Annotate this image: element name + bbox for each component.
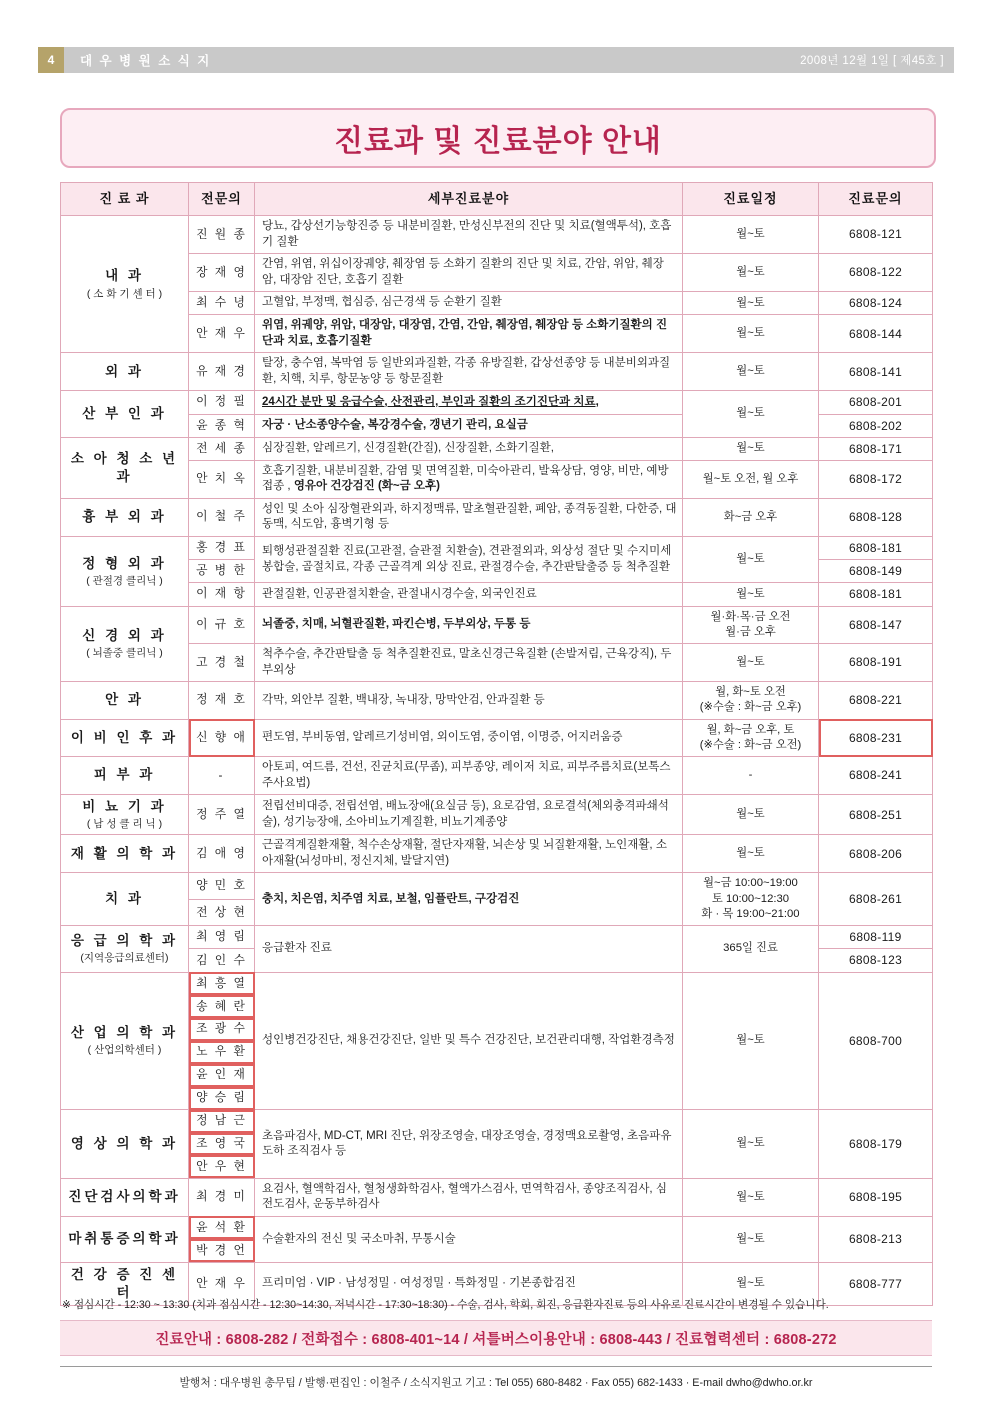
dept-name: 재 활 의 학 과: [61, 835, 189, 873]
table-row: [61, 757, 933, 795]
schedule: 월~토: [683, 835, 819, 873]
doctor-name: 송 혜 란: [189, 995, 255, 1018]
newsletter-title: 대 우 병 원 소 식 지: [80, 54, 212, 68]
telephone: 6808-195: [819, 1178, 933, 1216]
table-row: [61, 873, 933, 899]
detail-field: 자궁 · 난소종양수술, 복강경수술, 갱년기 관리, 요실금: [255, 414, 683, 437]
detail-field: 당뇨, 갑상선기능항진증 등 내분비질환, 만성신부전의 진단 및 치료(혈액투석), 호흡기 질환: [255, 216, 683, 254]
schedule: 월~토: [683, 583, 819, 606]
doctor-name: 양 승 림: [189, 1087, 255, 1110]
telephone: 6808-147: [819, 606, 933, 644]
schedule: 화~금 오후: [683, 498, 819, 536]
dept-subtitle: ( 뇌졸중 클리닉 ): [86, 647, 163, 660]
issue-date: 2008년 12월 1일 [ 제45호 ]: [800, 55, 944, 67]
dept-name: 정 형 외 과 ( 관절경 클리닉 ): [61, 536, 189, 606]
dept-name: 산 부 인 과: [61, 391, 189, 437]
table-row: [61, 583, 933, 606]
doctor-name: 노 우 환: [189, 1041, 255, 1064]
telephone: 6808-144: [819, 315, 933, 353]
detail-field: 초음파검사, MD-CT, MRI 진단, 위장조영술, 대장조영술, 경정맥요로촬영, 초음파유도하 조직검사 등: [255, 1110, 683, 1179]
dept-name: 마취통증의학과: [61, 1216, 189, 1262]
table-row: [61, 353, 933, 391]
schedule: 월~토: [683, 1216, 819, 1262]
telephone: 6808-124: [819, 292, 933, 315]
doctor-name: 정 남 근: [189, 1110, 255, 1133]
dept-subtitle: ( 소 화 기 센 터 ): [86, 287, 163, 300]
telephone: 6808-201: [819, 391, 933, 414]
doctor-name: 조 광 수: [189, 1018, 255, 1041]
doctor-name: 신 향 애: [189, 719, 255, 757]
telephone: 6808-121: [819, 216, 933, 254]
schedule: 월, 화~금 오후, 토 (※수술 : 화~금 오전): [683, 719, 819, 757]
detail-field: 아토피, 여드름, 건선, 진균치료(무좀), 피부종양, 레이저 치료, 피부주름치료(보톡스 주사요법): [255, 757, 683, 795]
telephone: 6808-213: [819, 1216, 933, 1262]
table-row: [61, 254, 933, 292]
telephone: 6808-206: [819, 835, 933, 873]
doctor-name: 안 우 현: [189, 1155, 255, 1178]
dept-name: 비 뇨 기 과 ( 남 성 클 리 닉 ): [61, 795, 189, 835]
table-row: [61, 498, 933, 536]
doctor-name: 이 철 주: [189, 498, 255, 536]
schedule: 월~금 10:00~19:00 토 10:00~12:30 화 · 목 19:00~21:00: [683, 873, 819, 926]
schedule: 월~토: [683, 536, 819, 582]
doctor-name: 정 재 호: [189, 682, 255, 720]
schedule: 월, 화~토 오전 (※수술 : 화~금 오후): [683, 682, 819, 720]
table-body: [61, 216, 933, 1306]
table-row: [61, 644, 933, 682]
table-row: [61, 835, 933, 873]
detail-field: 척추수술, 추간판탈출 등 척추질환진료, 말초신경근육질환 (손발저림, 근육강직), 두부외상: [255, 644, 683, 682]
table-row: [61, 795, 933, 835]
schedule: 월~토: [683, 1262, 819, 1305]
table-row: [61, 1178, 933, 1216]
detail-field: 프리미엄 · VIP · 남성정밀 · 여성정밀 · 특화정밀 · 기본종합검진: [255, 1262, 683, 1305]
doctor-name: 이 재 항: [189, 583, 255, 606]
dept-name: 응 급 의 학 과 (지역응급의료센터): [61, 926, 189, 972]
table-row: [61, 1216, 933, 1239]
schedule: 월~토: [683, 644, 819, 682]
doctor-name: 유 재 경: [189, 353, 255, 391]
col-tel: 진료문의: [819, 183, 933, 216]
col-field: 세부진료분야: [255, 183, 683, 216]
dept-name: 영 상 의 학 과: [61, 1110, 189, 1179]
table-row: [61, 926, 933, 949]
table-row: [61, 536, 933, 559]
dept-name: 안 과: [61, 682, 189, 720]
doctor-name: -: [189, 757, 255, 795]
detail-field: 뇌졸중, 치매, 뇌혈관질환, 파킨슨병, 두부외상, 두통 등: [255, 606, 683, 644]
col-dept: 진 료 과: [61, 183, 189, 216]
schedule: 월~토: [683, 315, 819, 353]
table-row: [61, 606, 933, 644]
page-header-bar: [38, 47, 954, 73]
schedule: 월·화·목·금 오전 월·금 오후: [683, 606, 819, 644]
dept-subtitle: ( 관절경 클리닉 ): [86, 574, 163, 587]
contact-bar: 진료안내 : 6808-282 / 전화접수 : 6808-401~14 / 셔틀버스이용안내 : 6808-443 / 진료협력센터 : 6808-272: [60, 1320, 932, 1356]
telephone: 6808-171: [819, 437, 933, 460]
dept-name: 소 아 청 소 년 과: [61, 437, 189, 498]
doctor-name: 양 민 호: [189, 873, 255, 899]
table-row: [61, 437, 933, 460]
publisher-info: 발행처 : 대우병원 총무팀 / 발행·편집인 : 이철주 / 소식지원고 기고 : Tel 055) 680-8482 · Fax 055) 682-1433 · E-mail dwho@dwho.or.kr: [60, 1366, 932, 1390]
detail-field: 위염, 위궤양, 위암, 대장암, 대장염, 간염, 간암, 췌장염, 췌장암 등 소화기질환의 진단과 치료, 호흡기질환: [255, 315, 683, 353]
telephone: 6808-181: [819, 583, 933, 606]
doctor-name: 진 원 종: [189, 216, 255, 254]
table-header-row: [61, 183, 933, 216]
telephone: 6808-181: [819, 536, 933, 559]
telephone: 6808-777: [819, 1262, 933, 1305]
detail-field: 간염, 위염, 위십이장궤양, 췌장염 등 소화기 질환의 진단 및 치료, 간암, 위암, 췌장암, 대장암 진단, 호흡기 질환: [255, 254, 683, 292]
schedule: 월~토: [683, 795, 819, 835]
telephone: 6808-221: [819, 682, 933, 720]
doctor-name: 윤 종 혁: [189, 414, 255, 437]
schedule: 월~토: [683, 972, 819, 1110]
telephone: 6808-123: [819, 949, 933, 972]
detail-field: 각막, 외안부 질환, 백내장, 녹내장, 망막안검, 안과질환 등: [255, 682, 683, 720]
telephone: 6808-202: [819, 414, 933, 437]
table-row: [61, 391, 933, 414]
doctor-name: 김 인 수: [189, 949, 255, 972]
table-row: [61, 719, 933, 757]
page-title-box: [60, 108, 936, 168]
doctor-name: 전 세 종: [189, 437, 255, 460]
schedule: 월~토: [683, 1110, 819, 1179]
detail-field: 성인병건강진단, 채용건강진단, 일반 및 특수 건강진단, 보건관리대행, 작업환경측정: [255, 972, 683, 1110]
detail-field: 호흡기질환, 내분비질환, 감염 및 면역질환, 미숙아관리, 발육상담, 영양, 비만, 예방접종 , 영유아 건강검진 (화~금 오후): [255, 460, 683, 498]
dept-name: 신 경 외 과 ( 뇌졸중 클리닉 ): [61, 606, 189, 682]
table-row: [61, 216, 933, 254]
detail-field: 관절질환, 인공관절치환술, 관절내시경수술, 외국인진료: [255, 583, 683, 606]
page-number: 4: [38, 47, 64, 73]
dept-subtitle: (지역응급의료센터): [80, 952, 169, 965]
department-table: [60, 182, 933, 1306]
doctor-name: 윤 인 재: [189, 1064, 255, 1087]
schedule: 월~토: [683, 254, 819, 292]
dept-name: 치 과: [61, 873, 189, 926]
doctor-name: 최 수 녕: [189, 292, 255, 315]
schedule: 월~토: [683, 1178, 819, 1216]
dept-name: 산 업 의 학 과 ( 산업의학센터 ): [61, 972, 189, 1110]
dept-name: 외 과: [61, 353, 189, 391]
detail-field: 심장질환, 알레르기, 신경질환(간질), 신장질환, 소화기질환,: [255, 437, 683, 460]
doctor-name: 정 주 열: [189, 795, 255, 835]
detail-field: 수술환자의 전신 및 국소마취, 무통시술: [255, 1216, 683, 1262]
doctor-name: 장 재 영: [189, 254, 255, 292]
telephone: 6808-141: [819, 353, 933, 391]
telephone: 6808-149: [819, 560, 933, 583]
schedule: 월~토: [683, 292, 819, 315]
doctor-name: 이 정 필: [189, 391, 255, 414]
dept-subtitle: ( 산업의학센터 ): [87, 1044, 162, 1057]
doctor-name: 김 애 영: [189, 835, 255, 873]
detail-field: 근골격계질환재활, 척수손상재활, 절단자재활, 뇌손상 및 뇌질환재활, 노인재활, 소아재활(뇌성마비, 정신지체, 발달지연): [255, 835, 683, 873]
schedule: 월~토: [683, 391, 819, 437]
detail-field: 퇴행성관절질환 진료(고관절, 슬관절 치환술), 견관절외과, 외상성 절단 및 수지미세봉합술, 골절치료, 각종 근골격계 외상 진료, 관절경수술, 추간판탈출증 등 척추질환: [255, 536, 683, 582]
telephone: 6808-231: [819, 719, 933, 757]
table-row: [61, 1110, 933, 1133]
detail-field: 요검사, 혈액학검사, 혈청생화학검사, 혈액가스검사, 면역학검사, 종양조직검사, 심전도검사, 운동부하검사: [255, 1178, 683, 1216]
telephone: 6808-700: [819, 972, 933, 1110]
table-row: [61, 972, 933, 995]
telephone: 6808-241: [819, 757, 933, 795]
page-title: 진료과 및 진료분야 안내: [334, 125, 662, 158]
doctor-name: 최 경 미: [189, 1178, 255, 1216]
detail-field: 24시간 분만 및 응급수술, 산전관리, 부인과 질환의 조기진단과 치료,: [255, 391, 683, 414]
detail-field: 고혈압, 부정맥, 협심증, 심근경색 등 순환기 질환: [255, 292, 683, 315]
schedule: 월~토: [683, 437, 819, 460]
doctor-name: 이 규 호: [189, 606, 255, 644]
table-row: [61, 460, 933, 498]
detail-field: 충치, 치은염, 치주염 치료, 보철, 임플란트, 구강검진: [255, 873, 683, 926]
detail-field: 편도염, 부비동염, 알레르기성비염, 외이도염, 중이염, 이명증, 어지러움증: [255, 719, 683, 757]
telephone: 6808-172: [819, 460, 933, 498]
telephone: 6808-122: [819, 254, 933, 292]
telephone: 6808-179: [819, 1110, 933, 1179]
doctor-name: 안 재 우: [189, 1262, 255, 1305]
doctor-name: 최 흥 열: [189, 972, 255, 995]
col-schedule: 진료일정: [683, 183, 819, 216]
doctor-name: 안 치 옥: [189, 460, 255, 498]
doctor-name: 공 병 한: [189, 560, 255, 583]
doctor-name: 안 재 우: [189, 315, 255, 353]
table-row: [61, 682, 933, 720]
doctor-name: 전 상 현: [189, 899, 255, 925]
telephone: 6808-261: [819, 873, 933, 926]
doctor-name: 윤 석 환: [189, 1216, 255, 1239]
doctor-name: 최 영 림: [189, 926, 255, 949]
schedule: 월~토: [683, 353, 819, 391]
doctor-name: 홍 경 표: [189, 536, 255, 559]
dept-name: 이 비 인 후 과: [61, 719, 189, 757]
telephone: 6808-191: [819, 644, 933, 682]
schedule: 365일 진료: [683, 926, 819, 972]
col-doctor: 전문의: [189, 183, 255, 216]
doctor-name: 박 경 언: [189, 1239, 255, 1262]
dept-name: 내 과 ( 소 화 기 센 터 ): [61, 216, 189, 353]
dept-name: 피 부 과: [61, 757, 189, 795]
schedule: -: [683, 757, 819, 795]
table-row: [61, 292, 933, 315]
detail-field: 성인 및 소아 심장혈관외과, 하지정맥류, 말초혈관질환, 폐암, 종격동질환, 다한증, 대동맥, 식도암, 흉벽기형 등: [255, 498, 683, 536]
dept-name: 흉 부 외 과: [61, 498, 189, 536]
detail-field: 응급환자 진료: [255, 926, 683, 972]
dept-name: 건 강 증 진 센 터: [61, 1262, 189, 1305]
doctor-name: 조 영 국: [189, 1133, 255, 1156]
dept-name: 진단검사의학과: [61, 1178, 189, 1216]
doctor-name: 고 경 철: [189, 644, 255, 682]
schedule: 월~토 오전, 월 오후: [683, 460, 819, 498]
footnote: ※ 점심시간 - 12:30 ~ 13:30 (치과 점심시간 - 12:30~14:30, 저녁시간 - 17:30~18:30) - 수술, 검사, 학회, 회진, 응급환자진료 등의 사유로 진료시간이 변경될 수 있습니다.: [62, 1299, 829, 1311]
schedule: 월~토: [683, 216, 819, 254]
telephone: 6808-251: [819, 795, 933, 835]
table-row: [61, 315, 933, 353]
telephone: 6808-119: [819, 926, 933, 949]
detail-field: 전립선비대증, 전립선염, 배뇨장애(요실금 등), 요로감염, 요로결석(체외충격파쇄석술), 성기능장애, 소아비뇨기계질환, 비뇨기계종양: [255, 795, 683, 835]
dept-subtitle: ( 남 성 클 리 닉 ): [86, 818, 163, 831]
telephone: 6808-128: [819, 498, 933, 536]
detail-field: 탈장, 충수염, 복막염 등 일반외과질환, 각종 유방질환, 갑상선종양 등 내분비외과질환, 치핵, 치루, 항문농양 등 항문질환: [255, 353, 683, 391]
